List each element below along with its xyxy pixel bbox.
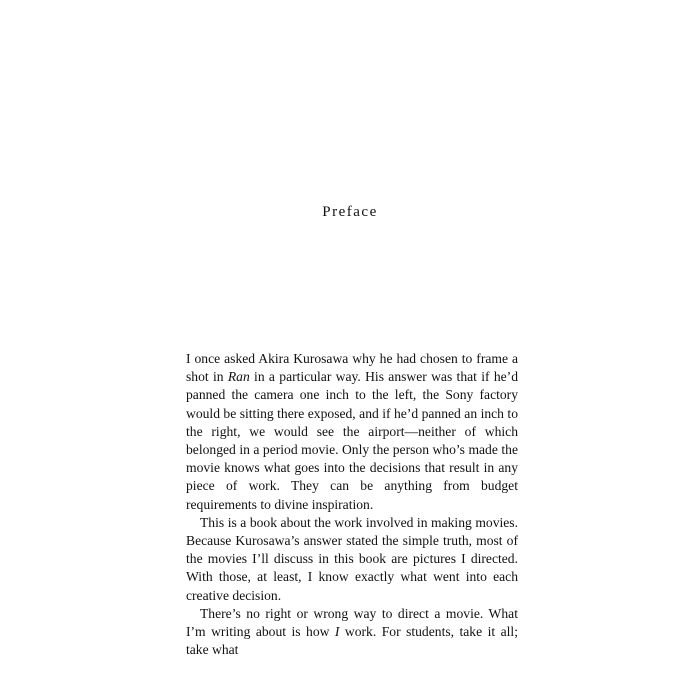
film-title-ran: Ran (227, 369, 250, 385)
paragraph-2-segment-1: This is a book about the work involved in making movies. Because Kurosawa’s answer stated the simple truth, most of the movies I’ll discuss in this book are pictures I directed. With those, at least, I know exactly what went into each creative decision. (186, 514, 518, 603)
paragraph-3-segment-3: work. For students, take it all; take what (186, 624, 518, 658)
paragraph-2 (186, 514, 518, 605)
chapter-title: Preface (322, 204, 378, 220)
paragraph-1-segment-1: I once asked Akira Kurosawa why he had chosen to frame a shot in (186, 351, 518, 385)
paragraph-3 (186, 605, 518, 660)
paragraph-3-segment-1: There’s no right or wrong way to direct a movie. What I’m writing about is how (186, 605, 518, 640)
body-text (186, 350, 518, 659)
paragraph-1-segment-3: in a particular way. His answer was that if he’d panned the camera one inch to the left, the Sony factory would be sitting there exposed, and if he’d panned an inch to the right, we would see the airport—neither of which belonged in a period movie. Only the person who’s made the movie knows what goes into the decisions that result in any piece of work. They can be anything from budget requirements to divine inspiration. (186, 369, 518, 512)
paragraph-1 (186, 350, 518, 514)
emphasis-i: I (334, 624, 340, 640)
